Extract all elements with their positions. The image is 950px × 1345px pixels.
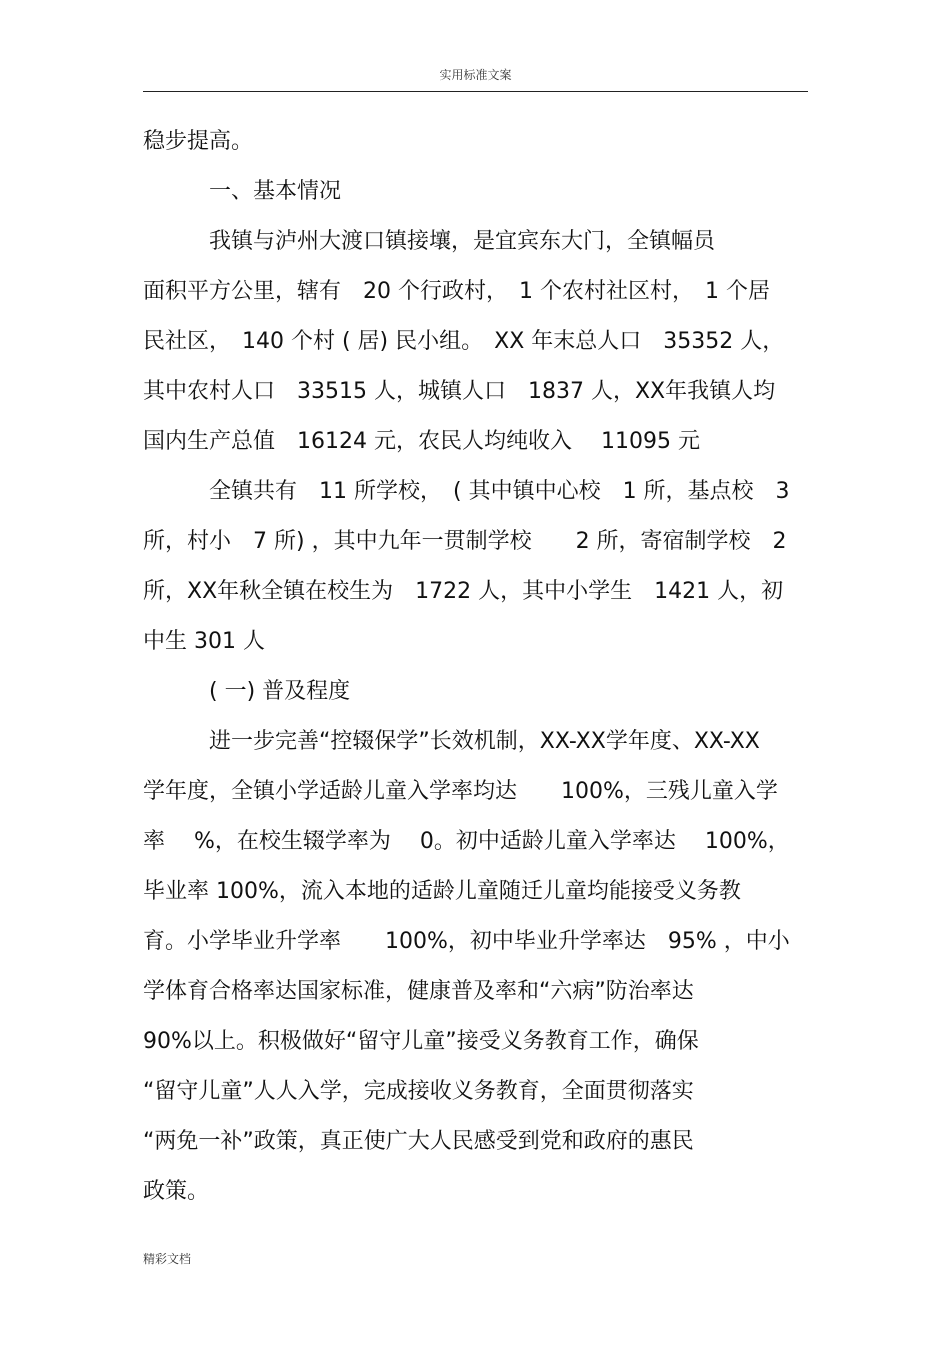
page-header-title: 实用标准文案 [439,68,512,82]
text-line: 率 %，在校生辍学率为 0。初中适龄儿童入学率达 100%， [143,829,790,854]
text-line: 育。小学毕业升学率 100%，初中毕业升学率达 95% ，中小 [143,929,790,954]
text-line: 毕业率 100%，流入本地的适龄儿童随迁儿童均能接受义务教 [143,879,741,904]
text-line: 稳步提高。 [143,129,254,154]
page-footer-label: 精彩文档 [143,1252,192,1266]
text-line: 我镇与泸州大渡口镇接壤，是宜宾东大门，全镇幅员 [143,229,716,254]
text-line: 中生 301 人 [143,629,265,654]
text-line: 民社区， 140 个村 ( 居) 民小组。 XX 年末总人口 35352 人， [143,329,785,354]
text-line: 政策。 [143,1179,210,1204]
text-line: 国内生产总值 16124 元，农民人均纯收入 11095 元 [143,429,700,454]
text-line: “两免一补”政策，真正使广大人民感受到党和政府的惠民 [143,1129,694,1154]
text-line: 全镇共有 11 所学校， ( 其中镇中心校 1 所，基点校 3 [143,479,790,504]
text-line: 学年度，全镇小学适龄儿童入学率均达 100%，三残儿童入学 [143,779,778,804]
section-heading: 一、基本情况 [143,179,342,204]
header-divider [143,91,808,92]
text-line: 90%以上。积极做好“留守儿童”接受义务教育工作，确保 [143,1029,699,1054]
text-line: “留守儿童”人人入学，完成接收义务教育，全面贯彻落实 [143,1079,694,1104]
text-line: 其中农村人口 33515 人，城镇人口 1837 人，XX年我镇人均 [143,379,776,404]
text-line: 进一步完善“控辍保学”长效机制，XX-XX学年度、XX-XX [143,729,760,754]
text-line: 学体育合格率达国家标准，健康普及率和“六病”防治率达 [143,979,694,1004]
subsection-heading: ( 一) 普及程度 [143,679,351,704]
text-line: 面积平方公里，辖有 20 个行政村， 1 个农村社区村， 1 个居 [143,279,770,304]
text-line: 所，村小 7 所) ，其中九年一贯制学校 2 所，寄宿制学校 2 [143,529,787,554]
text-line: 所，XX年秋全镇在校生为 1722 人，其中小学生 1421 人，初 [143,579,784,604]
